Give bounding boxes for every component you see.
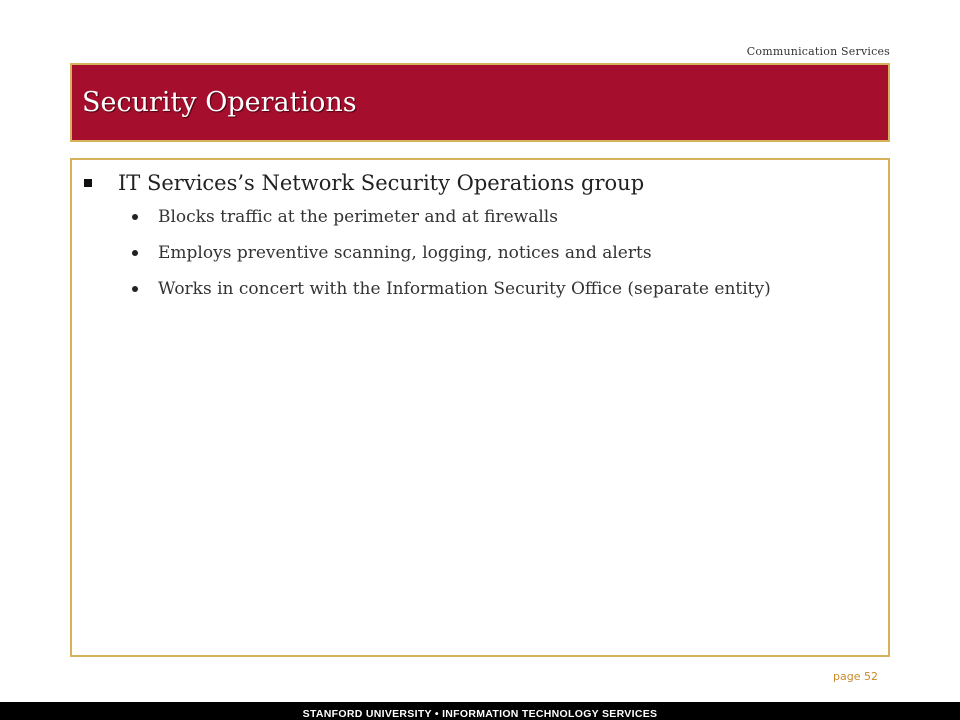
- sub-bullet-item: [132, 204, 852, 230]
- sub-bullet-list: [132, 204, 852, 312]
- main-bullet-item: [84, 168, 864, 198]
- sub-bullet-item: [132, 240, 852, 266]
- slide-title: Security Operations: [82, 87, 357, 118]
- round-bullet-icon: [132, 214, 138, 220]
- square-bullet-icon: [84, 179, 92, 187]
- content-box: [70, 158, 890, 657]
- sub-bullet-item: [132, 276, 852, 302]
- footer-banner-text: STANFORD UNIVERSITY • INFORMATION TECHNOLOGY SERVICES: [302, 708, 658, 720]
- footer-banner: [0, 702, 960, 720]
- sub-bullet-text: Employs preventive scanning, logging, notices and alerts: [158, 243, 652, 263]
- sub-bullet-text: Works in concert with the Information Security Office (separate entity): [158, 279, 771, 299]
- round-bullet-icon: [132, 286, 138, 292]
- department-label: Communication Services: [746, 45, 890, 58]
- main-bullet-text: IT Services’s Network Security Operations group: [118, 171, 645, 195]
- title-bar: [70, 63, 890, 142]
- page-number: page 52: [833, 670, 878, 683]
- sub-bullet-text: Blocks traffic at the perimeter and at firewalls: [158, 207, 558, 227]
- round-bullet-icon: [132, 250, 138, 256]
